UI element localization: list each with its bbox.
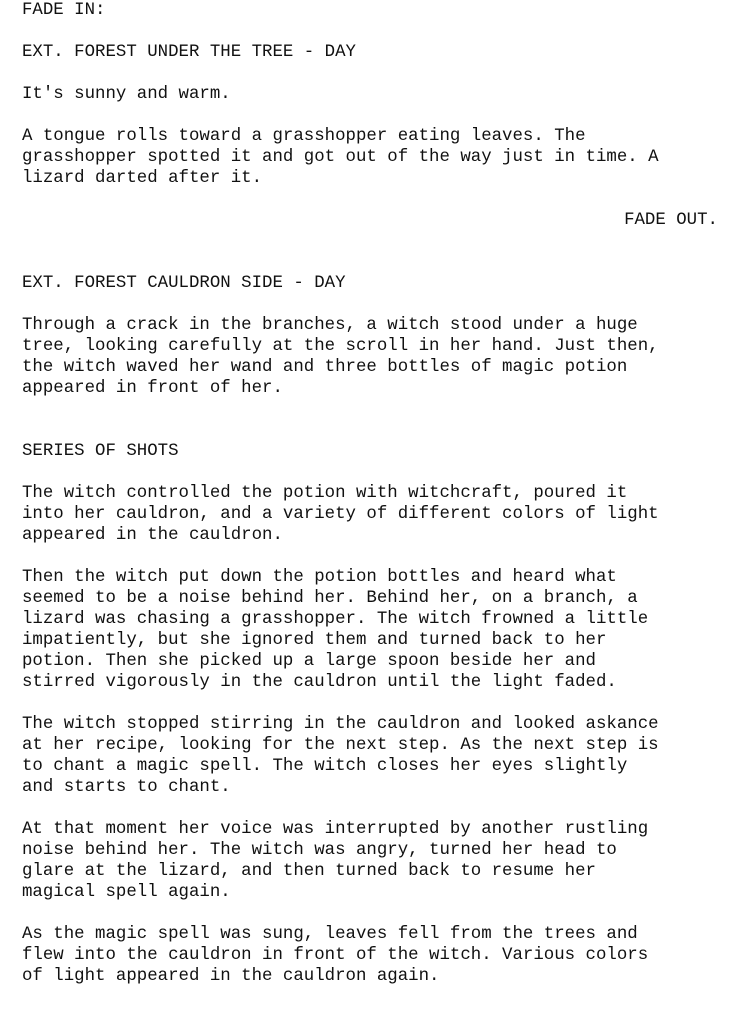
action-paragraph: [22, 483, 718, 546]
transition-fade-in: FADE IN:: [22, 1, 106, 20]
action-line: flew into the cauldron in front of the witch. Various colors: [22, 946, 649, 965]
action-line: appeared in the cauldron.: [22, 526, 283, 545]
action-line: It's sunny and warm.: [22, 85, 231, 104]
screenplay-page: [22, 0, 718, 987]
action-line: the witch waved her wand and three bottles of magic potion: [22, 358, 628, 377]
action-paragraph: [22, 126, 718, 189]
action-paragraph: [22, 924, 718, 987]
action-line: seemed to be a noise behind her. Behind her, on a branch, a: [22, 589, 638, 608]
action-line: Through a crack in the branches, a witch stood under a huge: [22, 316, 638, 335]
action-paragraph: [22, 567, 718, 693]
action-line: and starts to chant.: [22, 778, 231, 797]
action-line: lizard was chasing a grasshopper. The witch frowned a little: [22, 610, 649, 629]
action-line: at her recipe, looking for the next step. As the next step is: [22, 736, 659, 755]
action-line: to chant a magic spell. The witch closes her eyes slightly: [22, 757, 628, 776]
series-of-shots-heading: SERIES OF SHOTS: [22, 442, 179, 461]
action-line: noise behind her. The witch was angry, turned her head to: [22, 841, 617, 860]
action-line: lizard darted after it.: [22, 169, 263, 188]
action-line: stirred vigorously in the cauldron until the light faded.: [22, 673, 617, 692]
action-line: The witch stopped stirring in the cauldron and looked askance: [22, 715, 659, 734]
transition-fade-out: FADE OUT.: [624, 211, 718, 230]
scene-heading: EXT. FOREST UNDER THE TREE - DAY: [22, 43, 356, 62]
action-line: tree, looking carefully at the scroll in her hand. Just then,: [22, 337, 659, 356]
action-line: potion. Then she picked up a large spoon beside her and: [22, 652, 596, 671]
action-line: appeared in front of her.: [22, 379, 283, 398]
action-line: into her cauldron, and a variety of different colors of light: [22, 505, 659, 524]
action-line: magical spell again.: [22, 883, 231, 902]
action-line: grasshopper spotted it and got out of the way just in time. A: [22, 148, 659, 167]
action-line: A tongue rolls toward a grasshopper eating leaves. The: [22, 127, 586, 146]
action-line: impatiently, but she ignored them and turned back to her: [22, 631, 607, 650]
scene-heading: EXT. FOREST CAULDRON SIDE - DAY: [22, 274, 346, 293]
action-line: At that moment her voice was interrupted by another rustling: [22, 820, 649, 839]
action-line: of light appeared in the cauldron again.: [22, 967, 440, 986]
action-paragraph: [22, 315, 718, 399]
action-line: As the magic spell was sung, leaves fell from the trees and: [22, 925, 638, 944]
action-paragraph: [22, 819, 718, 903]
action-line: The witch controlled the potion with witchcraft, poured it: [22, 484, 628, 503]
action-line: glare at the lizard, and then turned back to resume her: [22, 862, 596, 881]
action-line: Then the witch put down the potion bottles and heard what: [22, 568, 617, 587]
action-paragraph: [22, 714, 718, 798]
